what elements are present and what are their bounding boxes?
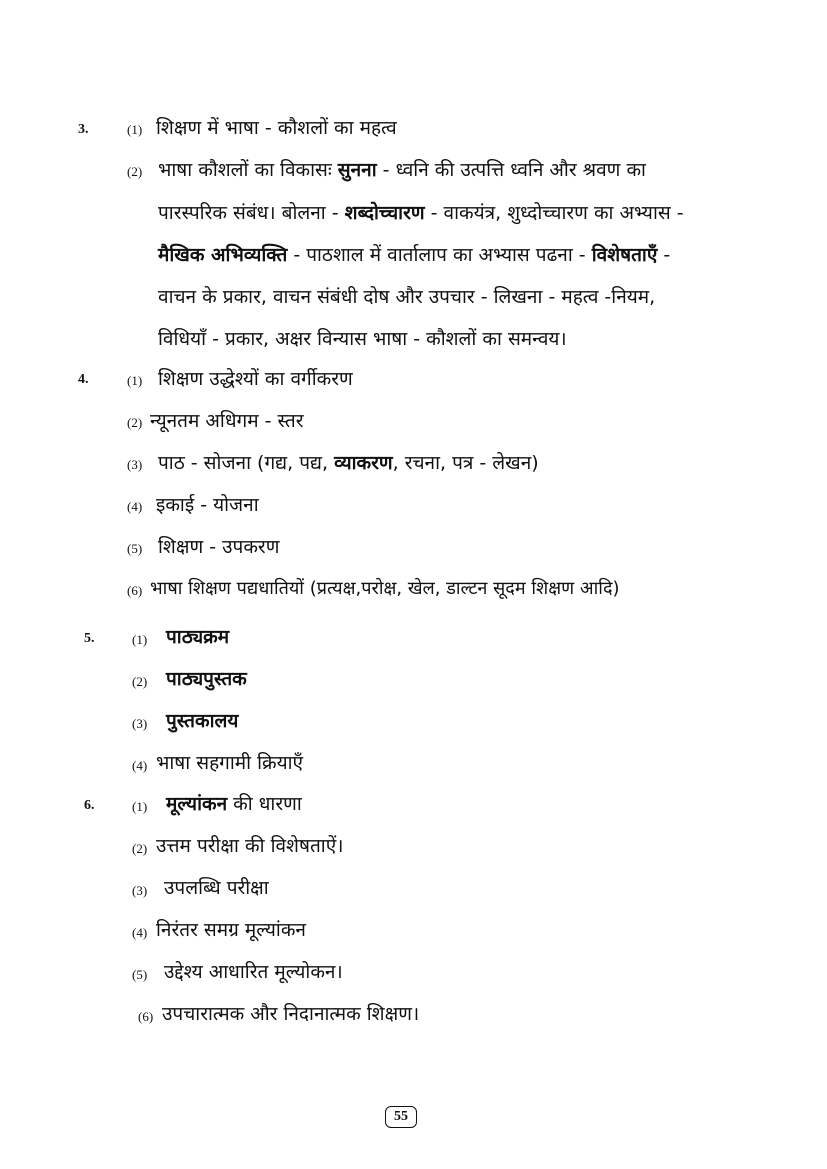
text-run: - वाकयंत्र, शुध्दोच्चारण का अभ्यास - xyxy=(424,202,684,224)
item-text: शिक्षण - उपकरण xyxy=(158,536,280,558)
item-label: (2) xyxy=(132,841,148,856)
item-label: (3) xyxy=(127,457,143,472)
text-run: - पाठशाल में वार्तालाप का अभ्यास पढना - xyxy=(287,244,592,266)
item-label: (2) xyxy=(132,674,148,689)
item-text: पुस्तकालय xyxy=(166,710,239,732)
item-label: (2) xyxy=(127,164,143,179)
unit-number: 6. xyxy=(84,798,95,813)
item-text: भाषा सहगामी क्रियाएँ xyxy=(156,752,304,774)
text-run: भाषा कौशलों का विकासः xyxy=(158,159,338,181)
item-label: (3) xyxy=(132,883,148,898)
item-label: (6) xyxy=(138,1009,154,1024)
item-text: इकाई - योजना xyxy=(156,494,259,516)
unit-number: 4. xyxy=(78,372,89,387)
item-label: (2) xyxy=(127,415,143,430)
item-text: उद्देश्य आधारित मूल्योकन। xyxy=(164,961,343,983)
bold-text-run: सुनना xyxy=(337,159,377,181)
item-label: (4) xyxy=(127,499,143,514)
bold-text-run: शब्दोच्चारण xyxy=(344,202,425,224)
unit-number: 5. xyxy=(84,631,95,646)
item-text xyxy=(158,454,539,473)
bold-text-run: मैखिक अभिव्यक्ति xyxy=(158,244,288,266)
item-text: निरंतर समग्र मूल्यांकन xyxy=(156,919,306,941)
item-label: (6) xyxy=(127,583,143,598)
item-text xyxy=(166,795,302,814)
text-run: पाठ - सोजना (गद्य, पद्य, xyxy=(158,452,335,474)
item-text: उपचारात्मक और निदानात्मक शिक्षण। xyxy=(162,1003,420,1025)
item-label: (3) xyxy=(132,716,148,731)
item-label: (1) xyxy=(127,122,143,137)
text-run: , रचना, पत्र - लेखन) xyxy=(392,452,539,474)
item-label: (5) xyxy=(127,541,143,556)
paragraph-line xyxy=(158,161,646,180)
paragraph-line xyxy=(158,204,684,223)
unit-number: 3. xyxy=(78,122,89,137)
item-text: शिक्षण उद्धेश्यों का वर्गीकरण xyxy=(158,368,353,390)
text-run: - xyxy=(657,244,671,266)
text-run: विधियाँ - प्रकार, अक्षर विन्यास भाषा - कौशलों का समन्वय। xyxy=(158,328,567,350)
bold-text-run: व्याकरण xyxy=(334,452,393,474)
text-run: - ध्वनि की उत्पत्ति ध्वनि और श्रवण का xyxy=(376,159,646,181)
item-text: उत्तम परीक्षा की विशेषताऐं। xyxy=(156,835,344,857)
item-label: (1) xyxy=(132,632,148,647)
text-run: वाचन के प्रकार, वाचन संबंधी दोष और उपचार - लिखना - महत्व -नियम, xyxy=(158,286,656,308)
item-text: उपलब्धि परीक्षा xyxy=(164,877,269,899)
item-label: (1) xyxy=(132,799,148,814)
item-text: पाठ्यक्रम xyxy=(166,626,230,648)
item-label: (5) xyxy=(132,967,148,982)
item-text: शिक्षण में भाषा - कौशलों का महत्व xyxy=(156,117,397,139)
item-text: न्यूनतम अधिगम - स्तर xyxy=(150,410,304,432)
item-text: भाषा शिक्षण पद्यधातियों (प्रत्यक्ष,परोक्ष, खेल, डाल्टन सूदम शिक्षण आदि) xyxy=(150,578,620,599)
page-number: 55 xyxy=(385,1106,417,1128)
paragraph-line xyxy=(158,330,567,349)
item-label: (4) xyxy=(132,925,148,940)
text-run: पारस्परिक संबंध। बोलना - xyxy=(158,202,345,224)
text-run: की धारणा xyxy=(227,793,302,815)
item-text: पाठ्यपुस्तक xyxy=(166,668,247,690)
item-label: (4) xyxy=(132,758,148,773)
paragraph-line xyxy=(158,246,670,265)
paragraph-line xyxy=(158,288,655,307)
item-label: (1) xyxy=(127,373,143,388)
bold-text-run: विशेषताएँ xyxy=(591,244,658,266)
bold-text-run: मूल्यांकन xyxy=(166,793,228,815)
